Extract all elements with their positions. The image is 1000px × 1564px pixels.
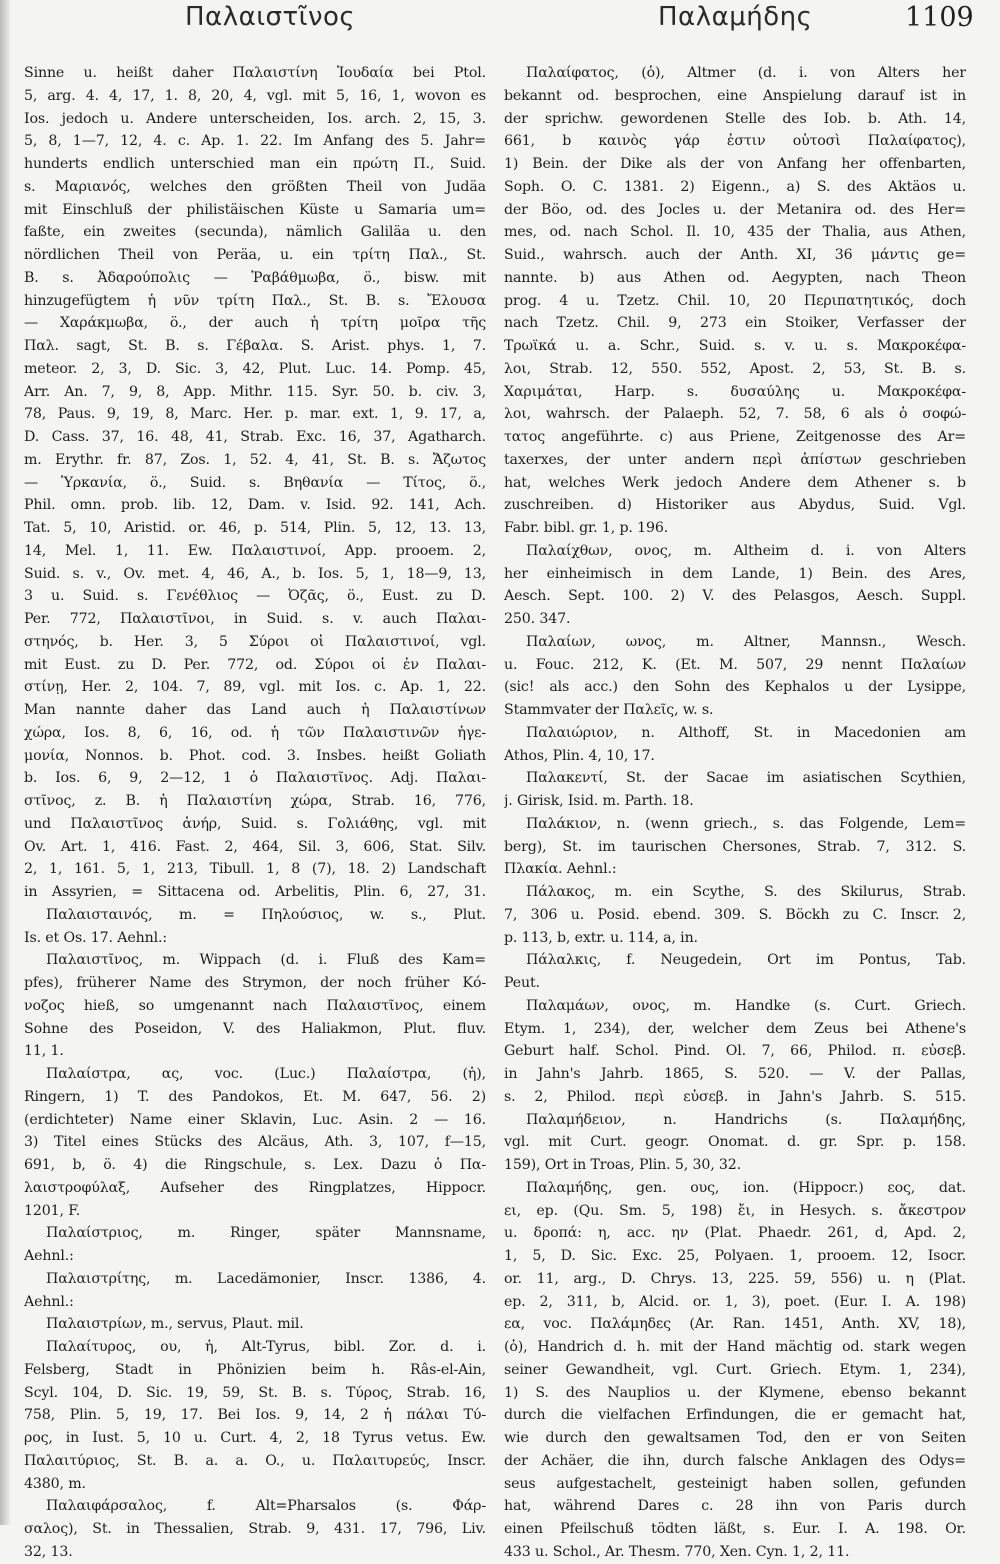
text-line: 433 u. Schol., Ar. Thesm. 770, Xen. Cyn. 1, 2, 11.	[504, 1543, 850, 1560]
text-line: Παλ. sagt, St. B. s. Γέβαλα. S. Arist. phys. 1, 7.	[24, 338, 486, 354]
text-line: 7, 306 u. Posid. ebend. 309. S. Böckh zu C. Inscr. 2,	[504, 906, 966, 923]
text-line: 2, 1, 161. 5, 1, 213, Tibull. 1, 8 (7), 18. 2) Landschaft	[24, 861, 486, 878]
text-line: mes, od. nach Schol. Il. 10, 435 der Thalia, aus Athen,	[504, 224, 966, 241]
text-line: 5, 8, 1—7, 12, 4. c. Ap. 1. 22. Im Anfang des 5. Jahr=	[24, 133, 486, 150]
entry-headword-line: Παλαίστριος, m. Ringer, später Mannsname,	[46, 1225, 486, 1242]
text-line: hat, welches Werk jedoch Andere dem Athener s. b	[504, 474, 966, 491]
text-line: Phil. omn. prob. lib. 12, Dam. v. Isid. 92. 141, Ach.	[24, 497, 486, 514]
text-line: vgl. mit Curt. geogr. Onomat. d. gr. Spr. p. 158.	[504, 1134, 966, 1151]
text-line: u. Fouc. 212, K. (Et. M. 507, 29 nennt Παλαίων	[504, 656, 966, 673]
text-line: 11, 1.	[24, 1043, 64, 1060]
left-column	[24, 62, 486, 1564]
book-spine-shadow	[0, 0, 10, 1525]
text-line: j. Girisk, Isid. m. Parth. 18.	[504, 793, 694, 809]
text-line: Scyl. 104, D. Sic. 19, 59, St. B. s. Τύρος, Strab. 16,	[24, 1384, 486, 1401]
entry-headword-line: Παλαιστρίτης, m. Lacedämonier, Inscr. 1386, 4.	[46, 1270, 486, 1287]
entry-headword-line: Παλαίων, ωνος, m. Altner, Mannsn., Wesch.	[526, 633, 966, 650]
text-line: σαλος), St. in Thessalien, Strab. 9, 431. 17, 796, Liv.	[24, 1521, 486, 1537]
text-line: 1) Bein. der Dike als der von Anfang her offenbarten,	[504, 156, 966, 172]
entry-headword-line: Παλακεντί, St. der Sacae im asiatischen Scythien,	[526, 770, 966, 787]
text-line: D. Cass. 37, 16. 48, 41, Strab. Exc. 16, 37, Agatharch.	[24, 429, 486, 445]
text-line: hat, während Dares c. 28 ihn von Paris durch	[504, 1498, 966, 1515]
text-line: 5, arg. 4. 4, 17, 1. 8, 20, 4, vgl. mit 5, 16, 1, wovon es	[24, 87, 486, 104]
text-line: 14, Mel. 1, 11. Ew. Παλαιστινοί, App. prooem. 2,	[24, 542, 486, 559]
text-line: στίνῃ, Her. 2, 104. 7, 89, vgl. mit Ios. c. Ap. 1, 22.	[24, 679, 486, 696]
text-line: Tat. 5, 10, Aristid. or. 46, p. 514, Plin. 5, 12, 13. 13,	[24, 520, 486, 536]
text-line: nach Tzetz. Chil. 9, 273 ein Stoiker, Verfasser der	[504, 315, 966, 332]
text-line: Χαριμάται, Harp. s. δυσαύλης u. Μακροκέφα-	[504, 383, 966, 400]
text-line: pfes), früherer Name des Strymon, der noch früher Κό-	[24, 975, 486, 991]
running-head-left: Παλαιστῖνος	[185, 2, 356, 32]
text-line: στηνός, b. Her. 3, 5 Σύροι οἱ Παλαιστινοί, vgl.	[24, 633, 486, 650]
entry-headword-line: Παλάκιον, n. (wenn griech., s. das Folgende, Lem=	[526, 815, 966, 832]
text-line: Τρωϊκά u. a. Schr., Suid. s. v. u. s. Μακροκέφα-	[504, 338, 966, 354]
text-line: mit Einschluß der philistäischen Küste u Samaria um=	[24, 201, 486, 218]
text-line: bekannt od. besprochen, eine Anspielung darauf ist in	[504, 87, 966, 104]
text-line: 1) S. des Nauplios u. der Klymene, ebenso bekannt	[504, 1384, 966, 1401]
text-line: χώρα, Ios. 8, 6, 16, od. ἡ τῶν Παλαιστινῶν ἡγε-	[24, 724, 486, 741]
text-line: Arr. An. 7, 9, 8, App. Mithr. 115. Syr. 50. b. civ. 3,	[24, 383, 486, 400]
text-line: durch die vielfachen Erfindungen, die er gemacht hat,	[504, 1407, 966, 1424]
text-line: seus aufgestachelt, gesteinigt haben sollen, gefunden	[504, 1475, 966, 1492]
text-line: (erdichteter) Name einer Sklavin, Luc. Asin. 2 — 16.	[24, 1111, 486, 1128]
text-line: λοι, Strab. 12, 550. 552, Apost. 2, 53, St. B. s.	[504, 360, 966, 377]
text-line: Is. et Os. 17. Aehnl.:	[24, 929, 167, 946]
text-line: Man nannte daher das Land auch ἡ Παλαιστίνων	[24, 702, 486, 718]
text-line: einen Pfeilschuß tödten läßt, s. Eur. I. A. 198. Or.	[504, 1521, 966, 1537]
text-line: Παλαιτύριος, St. B. a. a. O., u. Παλαιτυρεύς, Inscr.	[24, 1452, 486, 1469]
text-line: λοι, wahrsch. der Palaeph. 52, 7. 58, 6 als ὁ σοφώ-	[504, 406, 966, 423]
text-line: meteor. 2, 3, D. Sic. 3, 42, Plut. Luc. 14. Pomp. 45,	[24, 360, 486, 377]
text-line: Πλακία. Aehnl.:	[504, 861, 617, 878]
text-line: Per. 772, Παλαιστῖνοι, in Suid. s. v. auch Παλαι-	[24, 611, 486, 627]
text-line: Suid. s. v., Ov. met. 4, 46, A., b. Ios. 5, 1, 18—9, 13,	[24, 565, 486, 582]
text-line: p. 113, b, extr. u. 114, a, in.	[504, 929, 698, 946]
entry-headword-line: Παλαιστρίων, m., servus, Plaut. mil.	[46, 1316, 304, 1333]
text-line: Soph. O. C. 1381. 2) Eigenn., a) S. des Aktäos u.	[504, 178, 966, 195]
entry-headword-line: Πάλαλκις, f. Neugedein, Ort im Pontus, Tab.	[526, 952, 966, 969]
text-line: Felsberg, Stadt in Phönizien beim h. Râs-el-Ain,	[24, 1361, 486, 1378]
right-column	[504, 62, 966, 1564]
text-line: Sinne u. heißt daher Παλαιστίνη Ἰουδαία bei Ptol.	[24, 65, 486, 81]
text-line: in Jahn's Jahrb. 1865, S. 520. — V. der Pallas,	[504, 1066, 966, 1082]
text-line: der sprichw. gewordenen Stelle des Iob. b. Ath. 14,	[504, 110, 966, 127]
text-line: νοζος hieß, so umgenannt nach Παλαιστῖνος, einem	[24, 997, 486, 1014]
text-line: hunderts endlich unterschied man ein πρώτη Π., Suid.	[24, 156, 486, 172]
text-line: εα, voc. Παλάμηδες (Ar. Ran. 1451, Anth. XV, 18),	[504, 1316, 966, 1333]
text-line: faßte, ein zweites (secunda), nämlich Galiläa u. den	[24, 224, 486, 241]
text-line: seiner Gewandheit, vgl. Curt. Griech. Etym. 1, 234),	[504, 1361, 966, 1378]
text-line: 32, 13.	[24, 1543, 73, 1560]
text-line: (ὁ), Handrich d. h. mit der Hand mächtig od. stark wegen	[504, 1339, 966, 1355]
entry-headword-line: Παλαιώριον, n. Althoff, St. in Macedonien am	[526, 724, 966, 741]
text-line: ει, ep. (Qu. Sm. 5, 198) ἔι, in Hesych. s. ἄκεστρον	[504, 1202, 966, 1219]
text-line: nördlichen Theil von Peräa, u. ein τρίτη Παλ., St.	[24, 247, 486, 263]
text-line: στῖνος, z. B. ἡ Παλαιστίνη χώρα, Strab. 16, 776,	[24, 793, 486, 809]
text-line: 250. 347.	[504, 611, 571, 627]
entry-headword-line: Πάλακος, m. ein Scythe, S. des Skilurus, Strab.	[526, 884, 966, 900]
entry-headword-line: Παλαιστῖνος, m. Wippach (d. i. Fluß des Kam=	[46, 952, 486, 969]
text-line: Ringern, 1) T. des Pandokos, Et. M. 647, 56. 2)	[24, 1088, 486, 1105]
text-line: 3 u. Suid. s. Γενέθλιος — Ὀζᾶς, ö., Eust. zu D.	[24, 588, 486, 605]
entry-headword-line: Παλαμήδης, gen. ους, ion. (Hippocr.) εος, dat.	[526, 1179, 966, 1196]
text-line: 4380, m.	[24, 1475, 86, 1492]
text-line: ep. 2, 311, b, Alcid. or. 1, 3), poet. (Eur. I. A. 198)	[504, 1293, 966, 1310]
text-line: 1201, F.	[24, 1202, 81, 1219]
text-line: u. δροπά: η, acc. ην (Plat. Phaedr. 261, d, Apd. 2,	[504, 1225, 966, 1242]
text-line: Aesch. Sept. 100. 2) V. des Pelasgos, Aesch. Suppl.	[504, 588, 966, 605]
text-line: Sohne des Poseidon, V. des Haliakmon, Plut. fluv.	[24, 1020, 486, 1037]
text-line: λαιστροφύλαξ, Aufseher des Ringplatzes, Hippocr.	[24, 1179, 486, 1196]
text-line: hinzugefügtem ἡ νῦν τρίτη Παλ., St. B. s. Ἔλουσα	[24, 292, 486, 309]
text-line: prog. 4 u. Tzetz. Chil. 10, 20 Περιπατητικός, doch	[504, 292, 966, 309]
entry-headword-line: Παλαισταινός, m. = Πηλούσιος, w. s., Plut.	[46, 906, 486, 923]
text-line: der Böo, od. des Jocles u. der Metanira od. des Her=	[504, 201, 966, 218]
text-line: taxerxes, der unter andern περὶ ἀπίστων geschrieben	[504, 451, 966, 468]
text-line: Aehnl.:	[24, 1293, 74, 1310]
text-line: Aehnl.:	[24, 1248, 74, 1264]
text-line: 758, Plin. 5, 19, 17. Bei Ios. 9, 14, 2 ἡ πάλαι Τύ-	[24, 1407, 486, 1424]
entry-headword-line: Παλαιφάρσαλος, f. Alt=Pharsalos (s. Φάρ-	[46, 1498, 486, 1515]
text-line: B. s. Ἀδαρούπολις — Ῥαβάθμωβα, ö., bisw. mit	[24, 269, 486, 286]
text-line: mit Eust. zu D. Per. 772, od. Σύροι οἱ ἐν Παλαι-	[24, 656, 486, 673]
text-line: in Assyrien, = Sittacena od. Arbelitis, Plin. 6, 27, 31.	[24, 884, 486, 900]
text-line: berg), St. im taurischen Chersones, Strab. 7, 312. S.	[504, 838, 966, 855]
text-line: τατος angeführte. c) aus Priene, Zeitgenosse des Ar=	[504, 429, 966, 445]
text-line: Suid., wahrsch. auch der Anth. XI, 36 μάντις ge=	[504, 247, 966, 263]
text-line: Peut.	[504, 975, 540, 991]
text-line: (sic! als acc.) den Sohn des Kephalos u der Lysippe,	[504, 679, 966, 696]
text-line: m. Erythr. fr. 87, Zos. 1, 52. 4, 41, St. B. s. Ἄζωτος	[24, 451, 486, 468]
text-line: or. 11, arg., D. Chrys. 13, 225. 59, 556) u. η (Plat.	[504, 1270, 966, 1287]
text-line: Etym. 1, 234), der, welcher dem Zeus bei Athene's	[504, 1020, 966, 1037]
text-line: 3) Titel eines Stücks des Alcäus, Ath. 3, 107, f—15,	[24, 1134, 486, 1151]
page-number: 1109	[905, 2, 974, 33]
text-line: Ios. jedoch u. Andere unterscheiden, Ios. arch. 2, 15, 3.	[24, 110, 486, 127]
text-line: Fabr. bibl. gr. 1, p. 196.	[504, 520, 669, 536]
entry-headword-line: Παλαίχθων, ονος, m. Altheim d. i. von Alters	[526, 542, 966, 559]
text-line: 159), Ort in Troas, Plin. 5, 30, 32.	[504, 1157, 742, 1173]
text-line: b. Ios. 6, 9, 2—12, 1 ὁ Παλαιστῖνος. Adj. Παλαι-	[24, 770, 486, 787]
text-line: 1, 5, D. Sic. Exc. 25, Polyaen. 1, prooem. 12, Isocr.	[504, 1248, 966, 1264]
text-line: s. Μαριανός, welches den größten Theil von Judäa	[24, 178, 486, 195]
text-line: her einheimisch in dem Lande, 1) Bein. des Ares,	[504, 565, 966, 582]
text-line: 691, b, ö. 4) die Ringschule, s. Lex. Dazu ὁ Πα-	[24, 1157, 486, 1173]
text-line: Athos, Plin. 4, 10, 17.	[504, 747, 655, 764]
text-line: der Achäer, die ihn, durch falsche Anklagen des Odys=	[504, 1452, 966, 1469]
entry-headword-line: Παλαίφατος, (ὁ), Altmer (d. i. von Alters her	[526, 65, 966, 81]
entry-headword-line: Παλαίστρα, ας, voc. (Luc.) Παλαίστρα, (ἡ),	[46, 1066, 486, 1082]
entry-headword-line: Παλαμάων, ονος, m. Handke (s. Curt. Griech.	[526, 997, 966, 1014]
text-line: 78, Paus. 9, 19, 8, Marc. Her. p. mar. ext. 1, 9. 17, a,	[24, 406, 486, 423]
running-head-right: Παλαμήδης	[658, 2, 813, 32]
text-line: wie durch den gewaltsamen Tod, den er von Seiten	[504, 1430, 966, 1446]
text-line: Stammvater der Παλεῖς, w. s.	[504, 702, 714, 718]
text-line: nannte. b) aus Athen od. Aegypten, nach Theon	[504, 269, 966, 286]
text-line: Geburt half. Schol. Pind. Ol. 7, 66, Philod. π. εὐσεβ.	[504, 1043, 966, 1060]
text-line: und Παλαιστῖνος ἀνήρ, Suid. s. Γολιάθης, vgl. mit	[24, 815, 486, 832]
text-line: — Ὑρκανία, ö., Suid. s. Βηθανία — Τίτος, ö.,	[24, 474, 486, 491]
text-line: s. 2, Philod. περὶ εὐσεβ. in Jahn's Jahrb. S. 515.	[504, 1088, 966, 1105]
text-line: 661, b καινὸς γάρ ἐστιν οὑτοσὶ Παλαίφατος),	[504, 133, 966, 150]
entry-headword-line: Παλαμήδειον, n. Handrichs (s. Παλαμήδης,	[526, 1111, 966, 1128]
text-line: Ov. Art. 1, 416. Fast. 2, 464, Sil. 3, 606, Stat. Silv.	[24, 838, 486, 855]
entry-headword-line: Παλαίτυρος, ου, ἡ, Alt-Tyrus, bibl. Zor. d. i.	[46, 1339, 486, 1355]
text-line: zuschreiben. d) Historiker aus Abydus, Suid. Vgl.	[504, 497, 966, 514]
text-line: μονία, Nonnos. b. Phot. cod. 3. Insbes. heißt Goliath	[24, 747, 486, 764]
text-line: — Χαράκμωβα, ö., der auch ἡ τρίτη μοῖρα τῆς	[24, 315, 486, 332]
text-line: ρος, in Iust. 5, 10 u. Curt. 4, 2, 18 Tyrus vetus. Ew.	[24, 1430, 486, 1446]
